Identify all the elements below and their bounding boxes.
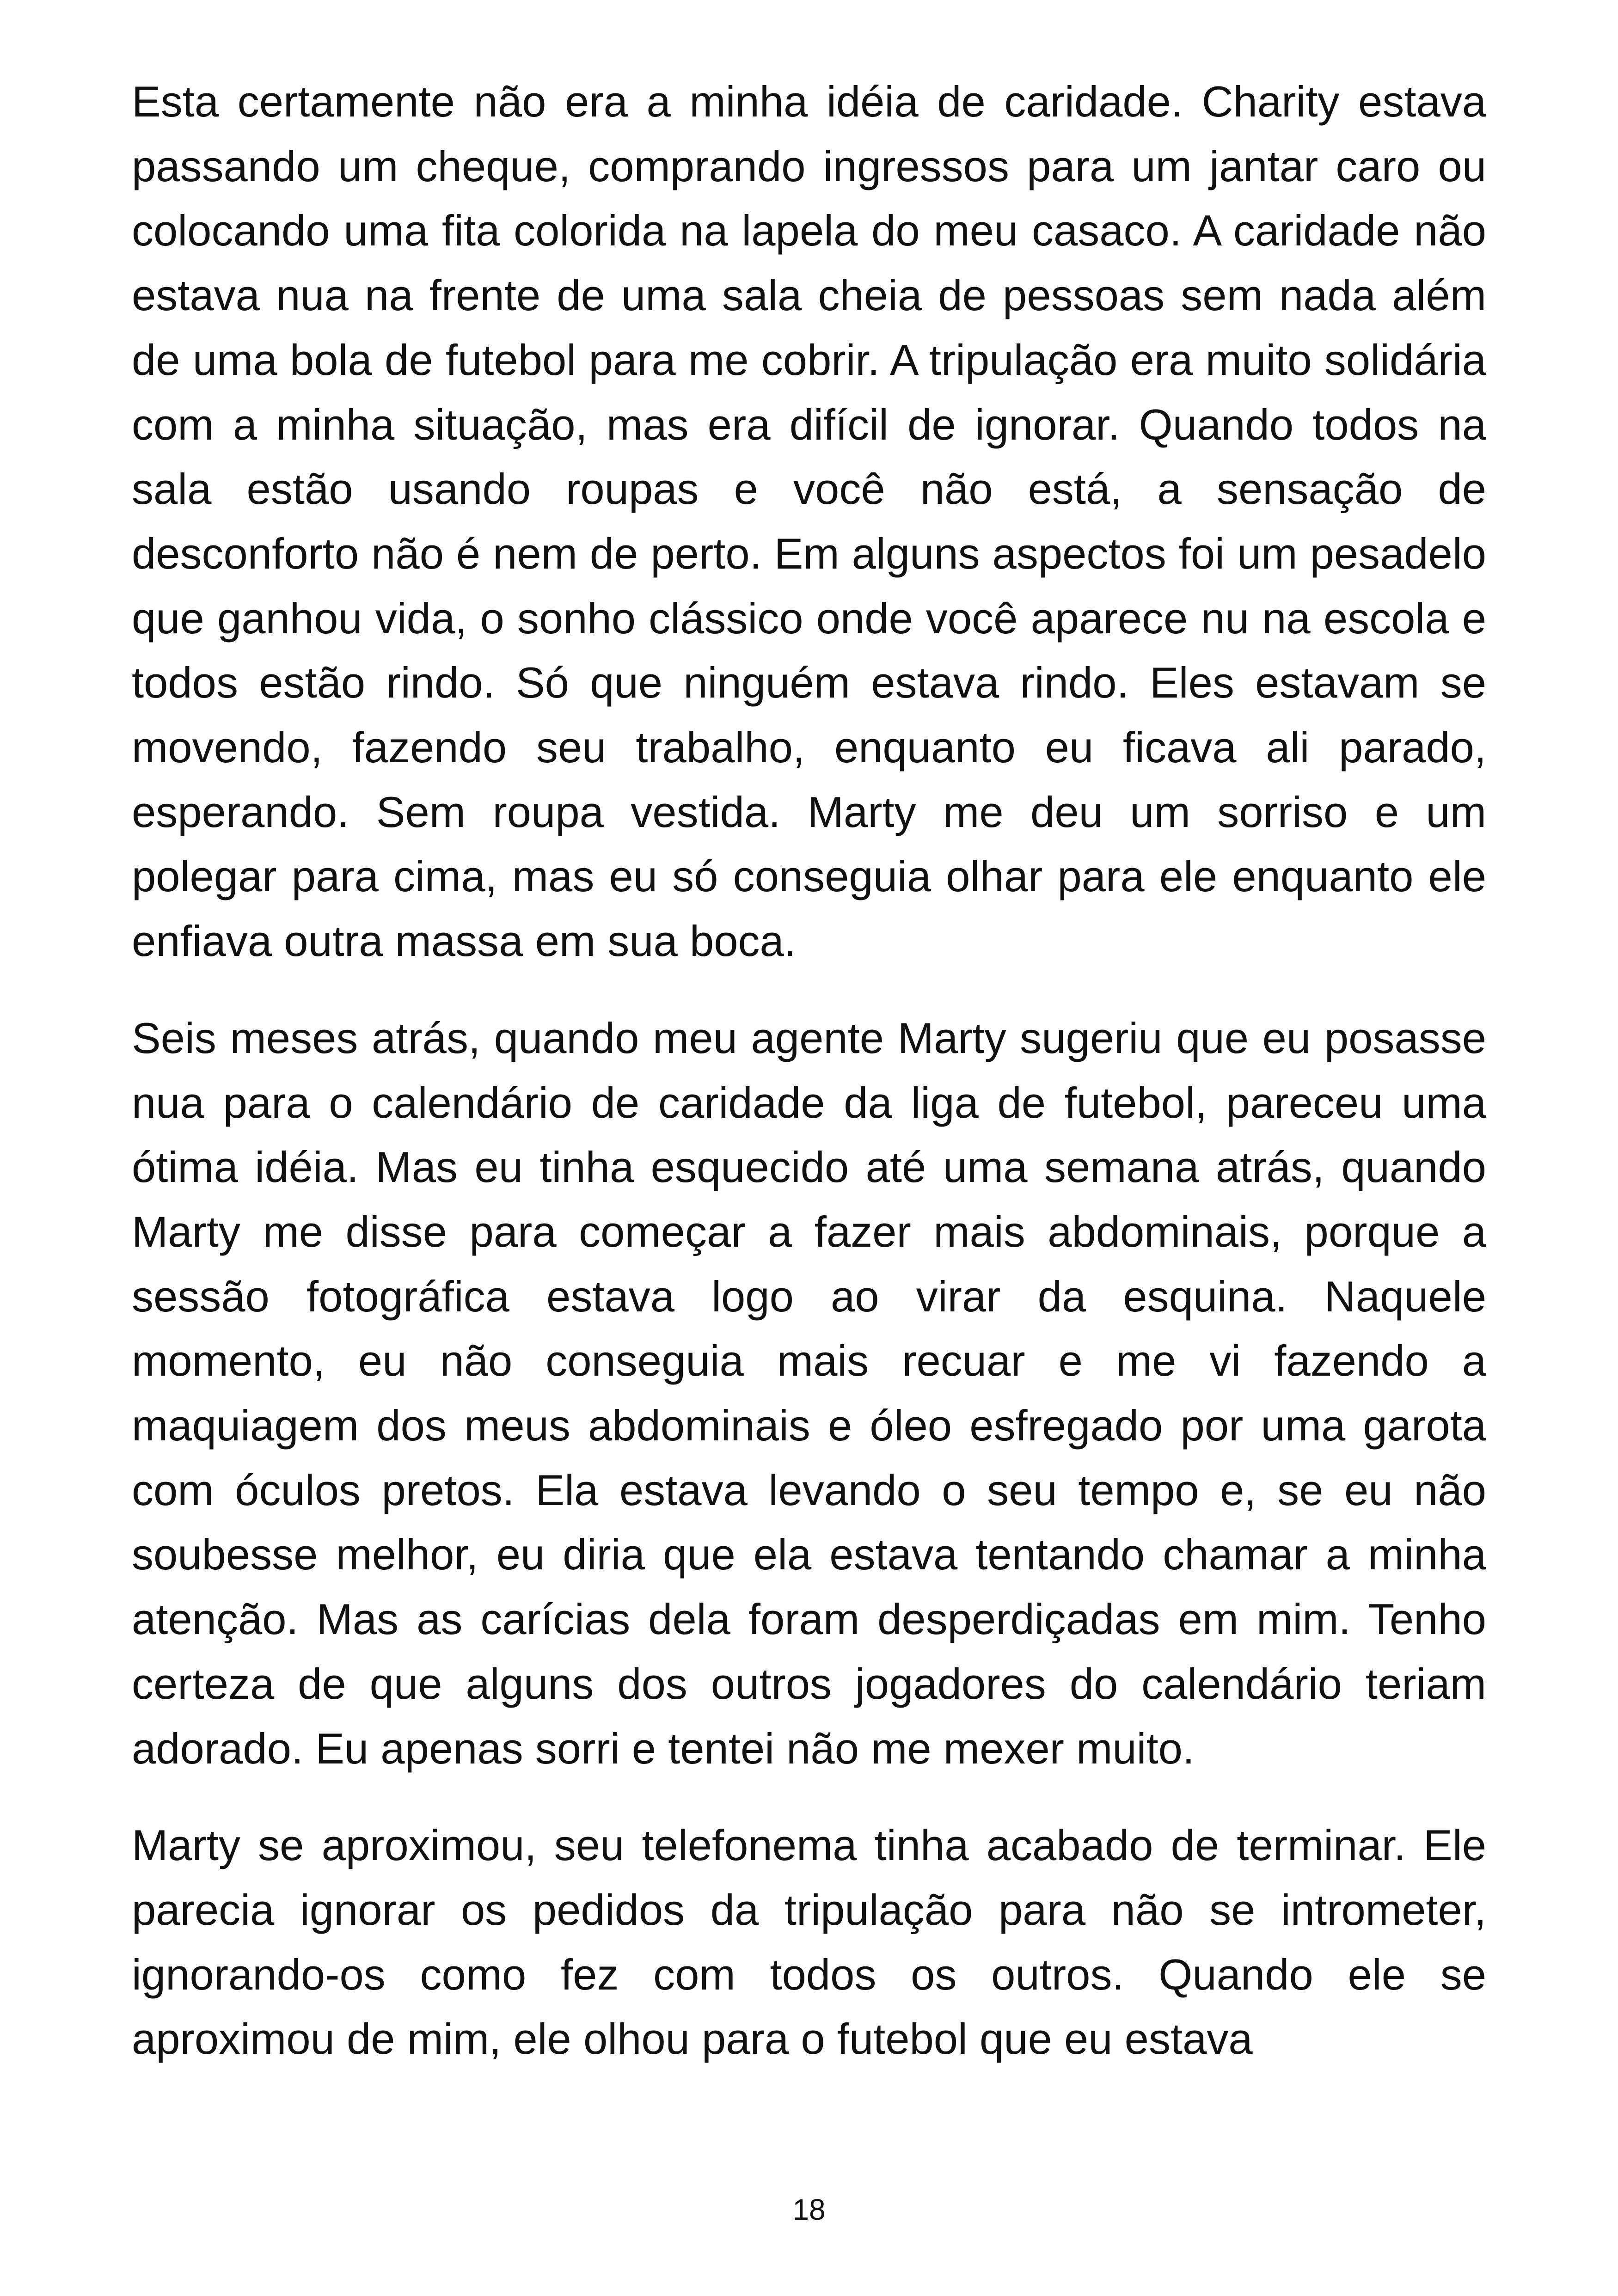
paragraph-2: Seis meses atrás, quando meu agente Marty sugeriu que eu posasse nua para o calendário de caridade da liga de futebol, pareceu uma ótima idéia. Mas eu tinha esquecido até uma semana atrás, quando Marty me disse para começar a fazer mais abdominais, porque a sessão fotográfica estava logo ao virar da esquina. Naquele momento, eu não conseguia mais recuar e me vi fazendo a maquiagem dos meus abdominais e óleo esfregado por uma garota com óculos pretos. Ela estava levando o seu tempo e, se eu não soubesse melhor, eu diria que ela estava tentando chamar a minha atenção. Mas as carícias dela foram desperdiçadas em mim. Tenho certeza de que alguns dos outros jogadores do calendário teriam adorado. Eu apenas sorri e tentei não me mexer muito. <box>132 1013 1486 1773</box>
page-number: 18 <box>792 2193 826 2226</box>
paragraph-3: Marty se aproximou, seu telefonema tinha acabado de terminar. Ele parecia ignorar os pedidos da tripulação para não se intrometer, ignorando-os como fez com todos os outros. Quando ele se aproximou de mim, ele olhou para o futebol que eu estava <box>132 1821 1486 2063</box>
paragraph-1: Esta certamente não era a minha idéia de caridade. Charity estava passando um cheque, comprando ingressos para um jantar caro ou colocando uma fita colorida na lapela do meu casaco. A caridade não estava nua na frente de uma sala cheia de pessoas sem nada além de uma bola de futebol para me cobrir. A tripulação era muito solidária com a minha situação, mas era difícil de ignorar. Quando todos na sala estão usando roupas e você não está, a sensação de desconforto não é nem de perto. Em alguns aspectos foi um pesadelo que ganhou vida, o sonho clássico onde você aparece nu na escola e todos estão rindo. Só que ninguém estava rindo. Eles estavam se movendo, fazendo seu trabalho, enquanto eu ficava ali parado, esperando. Sem roupa vestida. Marty me deu um sorriso e um polegar para cima, mas eu só conseguia olhar para ele enquanto ele enfiava outra massa em sua boca. <box>132 77 1486 966</box>
page-body <box>132 69 1486 2104</box>
